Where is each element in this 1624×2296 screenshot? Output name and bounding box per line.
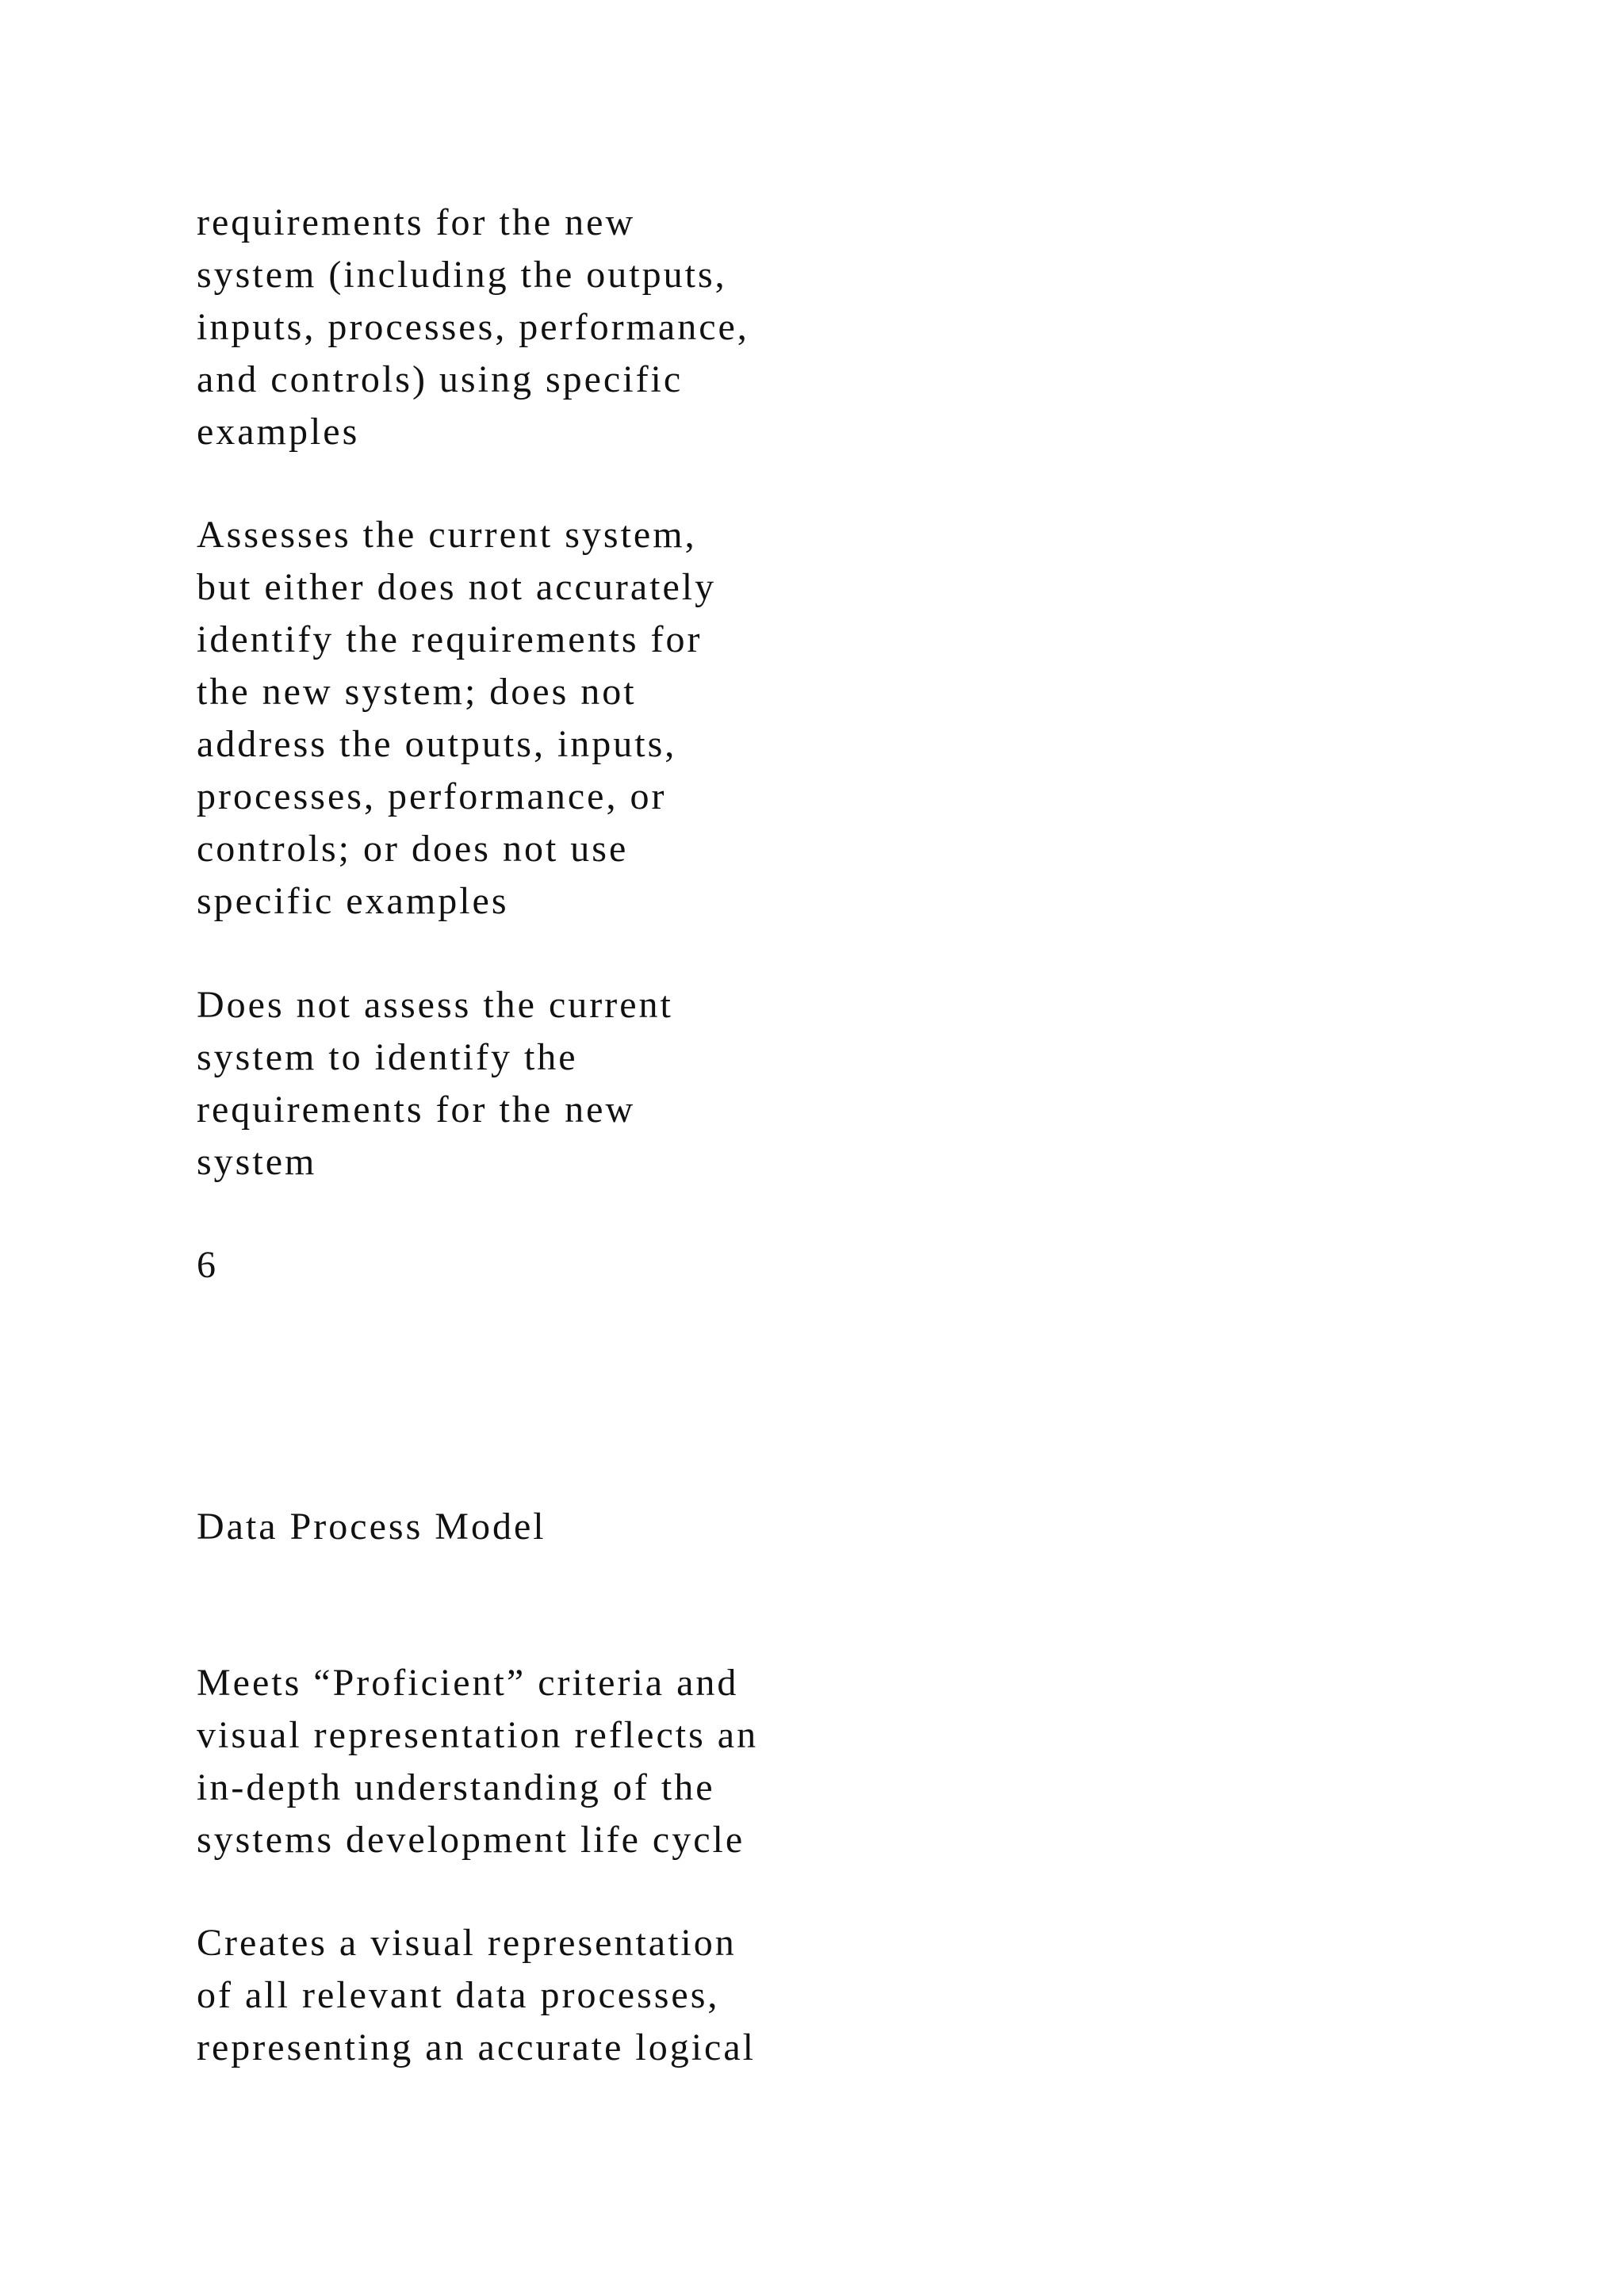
text-line: system	[197, 1141, 317, 1183]
text-line: and controls) using specific	[197, 358, 684, 400]
text-line: but either does not accurately	[197, 566, 717, 608]
text-line: examples	[197, 411, 360, 453]
text-line: representing an accurate logical	[197, 2026, 756, 2068]
text-line: identify the requirements for	[197, 618, 703, 660]
points-value	[197, 1239, 218, 1292]
text-line: processes, performance, or	[197, 775, 667, 817]
text-line: the new system; does not	[197, 671, 637, 713]
text-line: Does not assess the current	[197, 984, 673, 1026]
paragraph-proficient-requirements-tail	[197, 197, 749, 458]
text-line: 6	[197, 1244, 218, 1286]
paragraph-not-evident-requirements	[197, 979, 673, 1188]
criterion-title	[197, 1501, 546, 1553]
text-line: requirements for the new	[197, 1089, 636, 1131]
text-line: Meets “Proficient” criteria and	[197, 1662, 739, 1704]
text-line: Data Process Model	[197, 1506, 546, 1548]
paragraph-needs-improvement-requirements	[197, 509, 716, 928]
text-line: visual representation reflects an	[197, 1714, 759, 1756]
text-line: Creates a visual representation	[197, 1922, 737, 1964]
text-line: in-depth understanding of the	[197, 1766, 715, 1808]
text-line: system to identify the	[197, 1036, 578, 1078]
text-line: inputs, processes, performance,	[197, 306, 749, 348]
text-line: specific examples	[197, 880, 509, 922]
text-line: Assesses the current system,	[197, 514, 697, 556]
text-line: address the outputs, inputs,	[197, 723, 677, 765]
text-line: of all relevant data processes,	[197, 1974, 720, 2016]
paragraph-proficient-data-process-start	[197, 1917, 756, 2074]
text-line: system (including the outputs,	[197, 254, 727, 296]
text-line: controls; or does not use	[197, 828, 629, 870]
text-line: requirements for the new	[197, 201, 636, 243]
text-line: systems development life cycle	[197, 1819, 745, 1861]
paragraph-exemplary-data-process	[197, 1657, 758, 1866]
